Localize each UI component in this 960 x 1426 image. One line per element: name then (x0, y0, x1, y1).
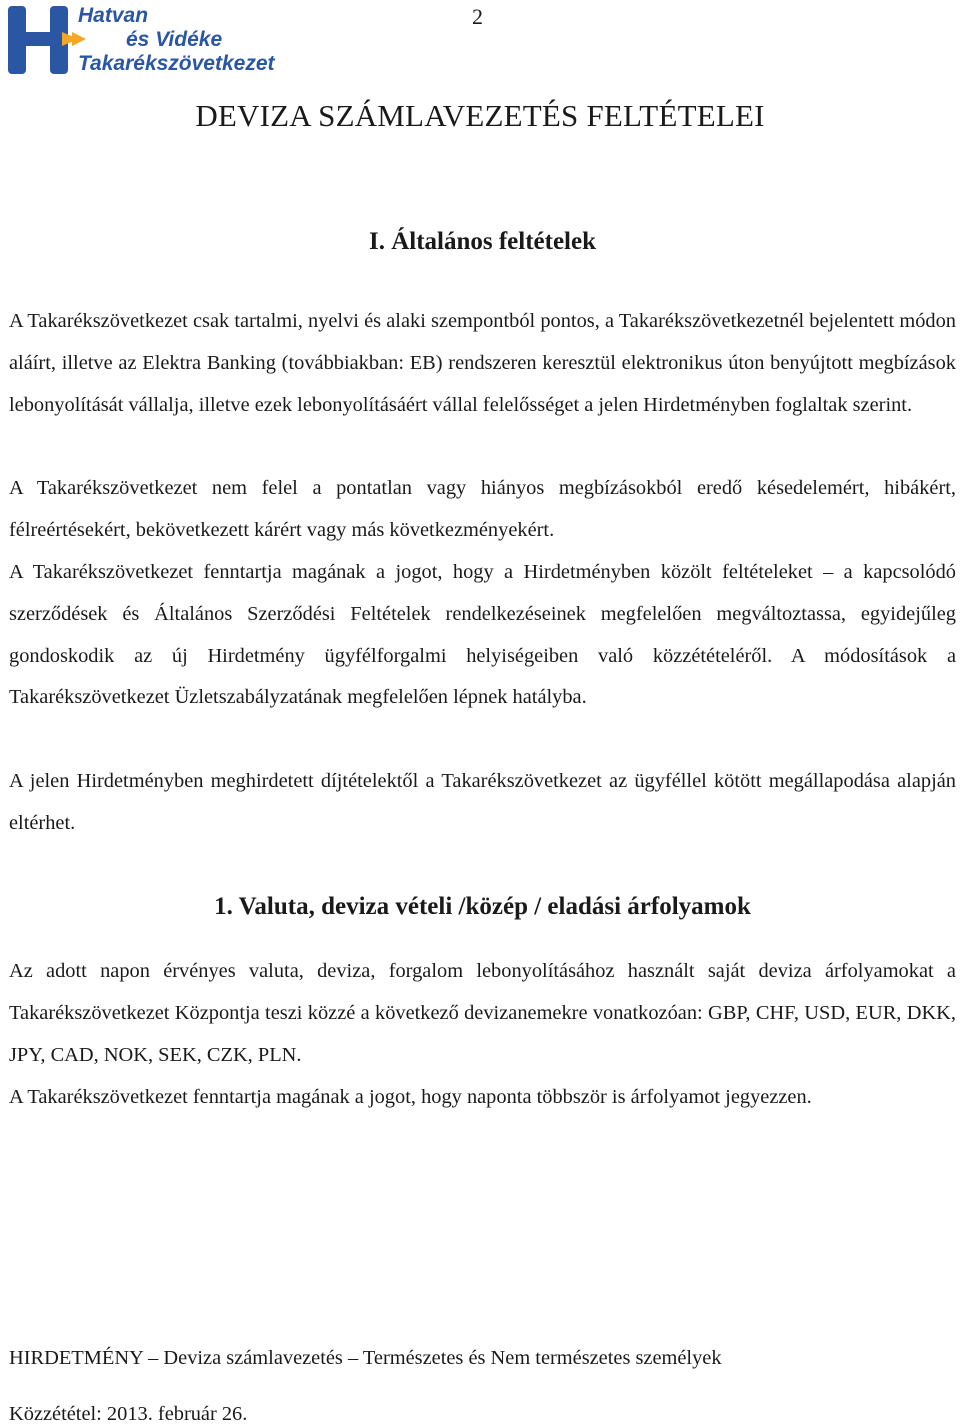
paragraph: A jelen Hirdetményben meghirdetett díjtételektől a Takarékszövetkezet az ügyféllel kötött megállapodása alapján eltérhet. (9, 770, 956, 834)
section-heading-exchange-rates: 1. Valuta, deviza vételi /közép / eladási árfolyamok (214, 893, 751, 920)
logo-line1: Hatvan (78, 4, 149, 27)
footer-title: HIRDETMÉNY – Deviza számlavezetés – Természetes és Nem természetes személyek (9, 1347, 722, 1369)
paragraph: A Takarékszövetkezet nem felel a pontatlan vagy hiányos megbízásokból eredő késedelemért, hibákért, félreértésekért, bekövetkezett kárért vagy más következményekért. (9, 477, 956, 541)
logo-mark-icon (6, 2, 88, 78)
logo-line3: Takarékszövetkezet (78, 52, 275, 75)
section-heading-general: I. Általános feltételek (368, 228, 597, 255)
paragraph: Az adott napon érvényes valuta, deviza, forgalom lebonyolításához használt saját deviza árfolyamokat a Takarékszövetkezet Központja teszi közzé a következő devizanemekre vonatkozóan: GBP, CHF, USD, EUR, DKK, JPY, CAD, NOK, SEK, CZK, PLN. (9, 960, 956, 1066)
paragraph: A Takarékszövetkezet fenntartja magának a jogot, hogy naponta többször is árfolyamot jegyezzen. (9, 1086, 812, 1108)
footer-date: Közzététel: 2013. február 26. (9, 1403, 248, 1425)
paragraph: A Takarékszövetkezet fenntartja magának a jogot, hogy a Hirdetményben közölt feltételeket – a kapcsolódó szerződések és Általános Szerződési Feltételek rendelkezéseinek megfelelően megváltoztassa, egyidejűleg gondoskodik az új Hirdetmény ügyfélforgalmi helyiségeiben való közzétételéről. A módosítások a Takarékszövetkezet Üzletszabályzatának megfelelően lépnek hatályba. (9, 561, 956, 709)
document-title: DEVIZA SZÁMLAVEZETÉS FELTÉTELEI (195, 98, 765, 133)
paragraph: A Takarékszövetkezet csak tartalmi, nyelvi és alaki szempontból pontos, a Takarékszövetkezetnél bejelentett módon aláírt, illetve az Elektra Banking (továbbiakban: EB) rendszeren keresztül elektronikus úton benyújtott megbízások lebonyolítását vállalja, illetve ezek lebonyolításáért vállal felelősséget a jelen Hirdetményben foglaltak szerint. (9, 310, 956, 416)
logo-line2: és Vidéke (126, 28, 223, 51)
page-number: 2 (472, 4, 483, 29)
company-logo (6, 2, 306, 78)
